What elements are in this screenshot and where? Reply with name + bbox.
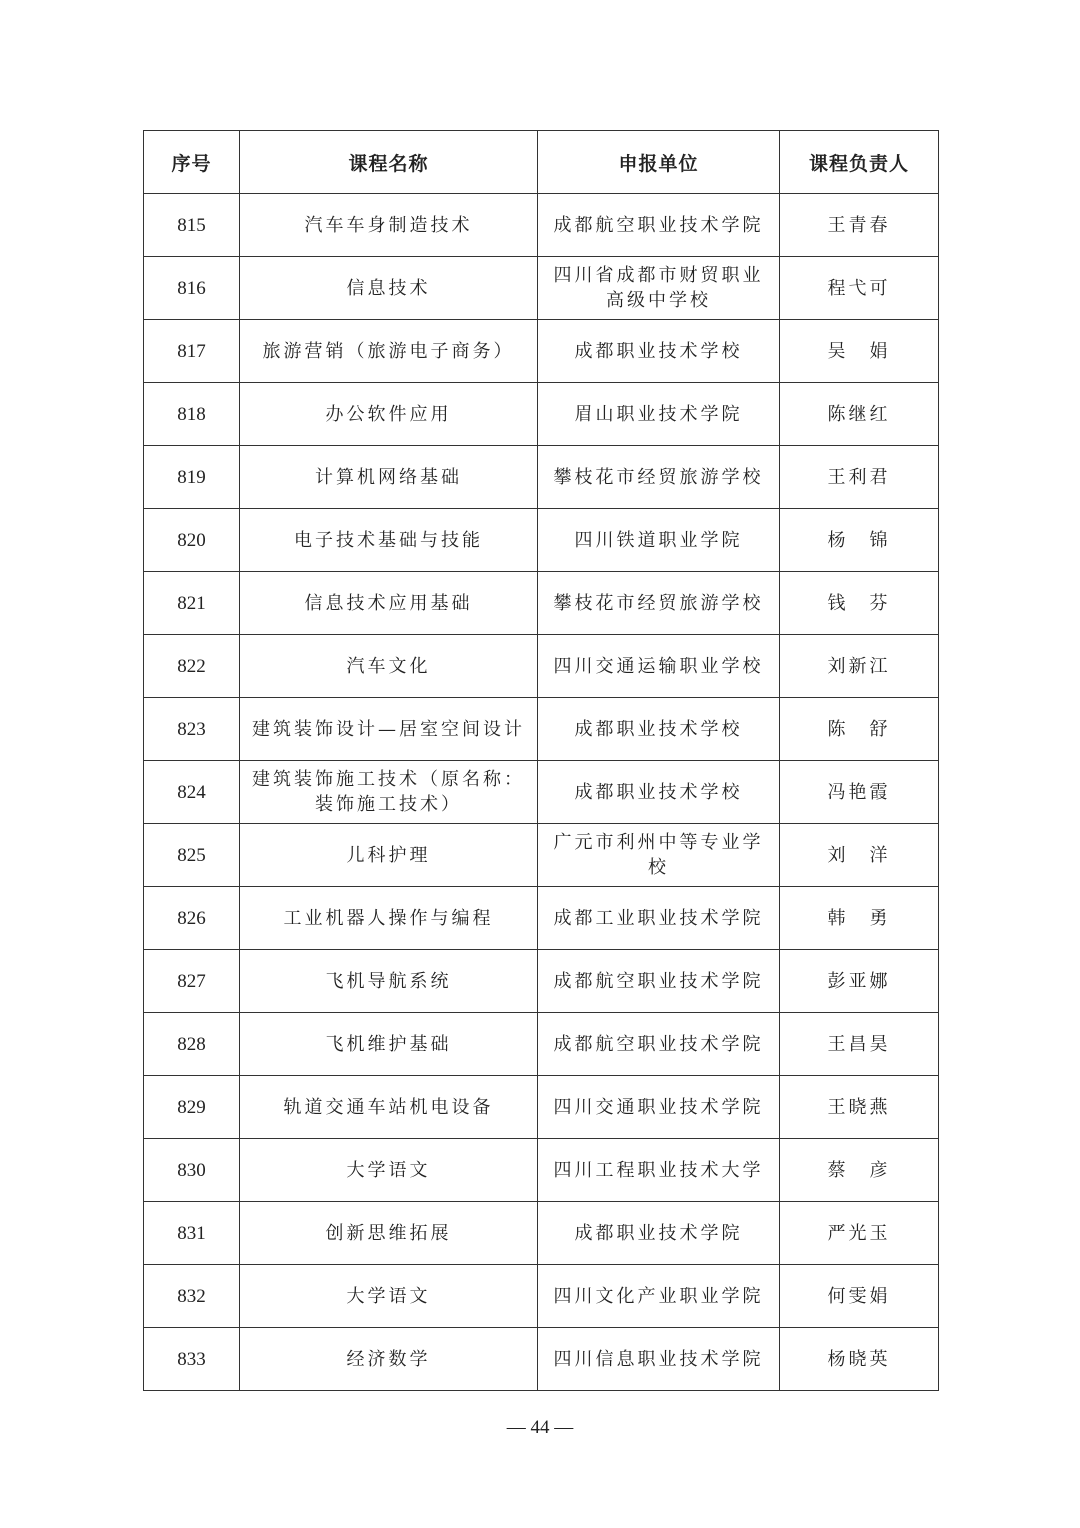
table-row xyxy=(144,446,939,509)
cell-applying-unit: 成都职业技术学院 xyxy=(538,1202,780,1265)
cell-serial-number: 827 xyxy=(144,950,240,1013)
table-row xyxy=(144,761,939,824)
cell-applying-unit: 成都航空职业技术学院 xyxy=(538,950,780,1013)
cell-applying-unit: 四川工程职业技术大学 xyxy=(538,1139,780,1202)
cell-course-leader: 程弋可 xyxy=(780,257,939,320)
cell-serial-number: 824 xyxy=(144,761,240,824)
cell-serial-number: 832 xyxy=(144,1265,240,1328)
cell-serial-number: 831 xyxy=(144,1202,240,1265)
table-row xyxy=(144,1139,939,1202)
cell-course-leader: 钱 芬 xyxy=(780,572,939,635)
cell-course-leader: 陈 舒 xyxy=(780,698,939,761)
cell-course-name: 建筑装饰设计—居室空间设计 xyxy=(240,698,538,761)
cell-applying-unit: 成都职业技术学校 xyxy=(538,320,780,383)
table-row xyxy=(144,194,939,257)
cell-serial-number: 816 xyxy=(144,257,240,320)
header-serial-number: 序号 xyxy=(144,131,240,194)
cell-serial-number: 828 xyxy=(144,1013,240,1076)
cell-course-leader: 刘新江 xyxy=(780,635,939,698)
table-row xyxy=(144,572,939,635)
header-course-leader: 课程负责人 xyxy=(780,131,939,194)
table-row xyxy=(144,1076,939,1139)
cell-serial-number: 817 xyxy=(144,320,240,383)
cell-course-name: 计算机网络基础 xyxy=(240,446,538,509)
cell-applying-unit: 四川交通运输职业学校 xyxy=(538,635,780,698)
cell-course-name: 大学语文 xyxy=(240,1265,538,1328)
table-header-row xyxy=(144,131,939,194)
cell-applying-unit: 成都职业技术学校 xyxy=(538,761,780,824)
cell-course-leader: 蔡 彦 xyxy=(780,1139,939,1202)
cell-course-name: 飞机维护基础 xyxy=(240,1013,538,1076)
cell-serial-number: 822 xyxy=(144,635,240,698)
table-row xyxy=(144,1265,939,1328)
table-row xyxy=(144,1013,939,1076)
cell-serial-number: 815 xyxy=(144,194,240,257)
cell-course-name: 信息技术应用基础 xyxy=(240,572,538,635)
cell-course-name: 轨道交通车站机电设备 xyxy=(240,1076,538,1139)
cell-course-name: 信息技术 xyxy=(240,257,538,320)
cell-course-name: 电子技术基础与技能 xyxy=(240,509,538,572)
cell-course-leader: 王昌昊 xyxy=(780,1013,939,1076)
header-applying-unit: 申报单位 xyxy=(538,131,780,194)
cell-serial-number: 833 xyxy=(144,1328,240,1391)
page-number: — 44 — xyxy=(506,1417,574,1438)
cell-course-leader: 王晓燕 xyxy=(780,1076,939,1139)
cell-course-leader: 杨晓英 xyxy=(780,1328,939,1391)
table-row xyxy=(144,950,939,1013)
cell-serial-number: 830 xyxy=(144,1139,240,1202)
cell-applying-unit: 攀枝花市经贸旅游学校 xyxy=(538,572,780,635)
cell-course-name: 工业机器人操作与编程 xyxy=(240,887,538,950)
cell-course-leader: 陈继红 xyxy=(780,383,939,446)
table-body xyxy=(144,194,939,1391)
cell-course-name: 经济数学 xyxy=(240,1328,538,1391)
cell-serial-number: 825 xyxy=(144,824,240,887)
table-row xyxy=(144,635,939,698)
table-row xyxy=(144,698,939,761)
cell-serial-number: 829 xyxy=(144,1076,240,1139)
cell-course-name: 创新思维拓展 xyxy=(240,1202,538,1265)
cell-course-leader: 刘 洋 xyxy=(780,824,939,887)
course-table xyxy=(143,130,939,1391)
cell-applying-unit: 成都航空职业技术学院 xyxy=(538,194,780,257)
cell-serial-number: 821 xyxy=(144,572,240,635)
cell-applying-unit: 成都工业职业技术学院 xyxy=(538,887,780,950)
cell-applying-unit: 广元市利州中等专业学校 xyxy=(538,824,780,887)
table-row xyxy=(144,383,939,446)
cell-course-leader: 何雯娟 xyxy=(780,1265,939,1328)
cell-applying-unit: 成都航空职业技术学院 xyxy=(538,1013,780,1076)
cell-course-leader: 严光玉 xyxy=(780,1202,939,1265)
cell-applying-unit: 四川信息职业技术学院 xyxy=(538,1328,780,1391)
table-row xyxy=(144,887,939,950)
cell-applying-unit: 眉山职业技术学院 xyxy=(538,383,780,446)
cell-course-leader: 韩 勇 xyxy=(780,887,939,950)
cell-course-leader: 王利君 xyxy=(780,446,939,509)
cell-course-name: 儿科护理 xyxy=(240,824,538,887)
cell-course-name: 飞机导航系统 xyxy=(240,950,538,1013)
cell-course-name: 汽车车身制造技术 xyxy=(240,194,538,257)
cell-course-name: 大学语文 xyxy=(240,1139,538,1202)
header-course-name: 课程名称 xyxy=(240,131,538,194)
cell-course-name: 办公软件应用 xyxy=(240,383,538,446)
cell-course-name: 建筑装饰施工技术（原名称：装饰施工技术） xyxy=(240,761,538,824)
cell-applying-unit: 成都职业技术学校 xyxy=(538,698,780,761)
table-row xyxy=(144,1328,939,1391)
table-row xyxy=(144,824,939,887)
cell-serial-number: 819 xyxy=(144,446,240,509)
cell-course-name: 汽车文化 xyxy=(240,635,538,698)
cell-serial-number: 826 xyxy=(144,887,240,950)
cell-applying-unit: 四川铁道职业学院 xyxy=(538,509,780,572)
cell-serial-number: 818 xyxy=(144,383,240,446)
cell-course-leader: 杨 锦 xyxy=(780,509,939,572)
table-row xyxy=(144,257,939,320)
cell-applying-unit: 攀枝花市经贸旅游学校 xyxy=(538,446,780,509)
cell-serial-number: 823 xyxy=(144,698,240,761)
cell-course-name: 旅游营销（旅游电子商务） xyxy=(240,320,538,383)
cell-course-leader: 王青春 xyxy=(780,194,939,257)
cell-course-leader: 冯艳霞 xyxy=(780,761,939,824)
cell-applying-unit: 四川交通职业技术学院 xyxy=(538,1076,780,1139)
cell-course-leader: 吴 娟 xyxy=(780,320,939,383)
cell-course-leader: 彭亚娜 xyxy=(780,950,939,1013)
table-row xyxy=(144,1202,939,1265)
cell-applying-unit: 四川省成都市财贸职业高级中学校 xyxy=(538,257,780,320)
table-row xyxy=(144,509,939,572)
cell-serial-number: 820 xyxy=(144,509,240,572)
cell-applying-unit: 四川文化产业职业学院 xyxy=(538,1265,780,1328)
table-row xyxy=(144,320,939,383)
